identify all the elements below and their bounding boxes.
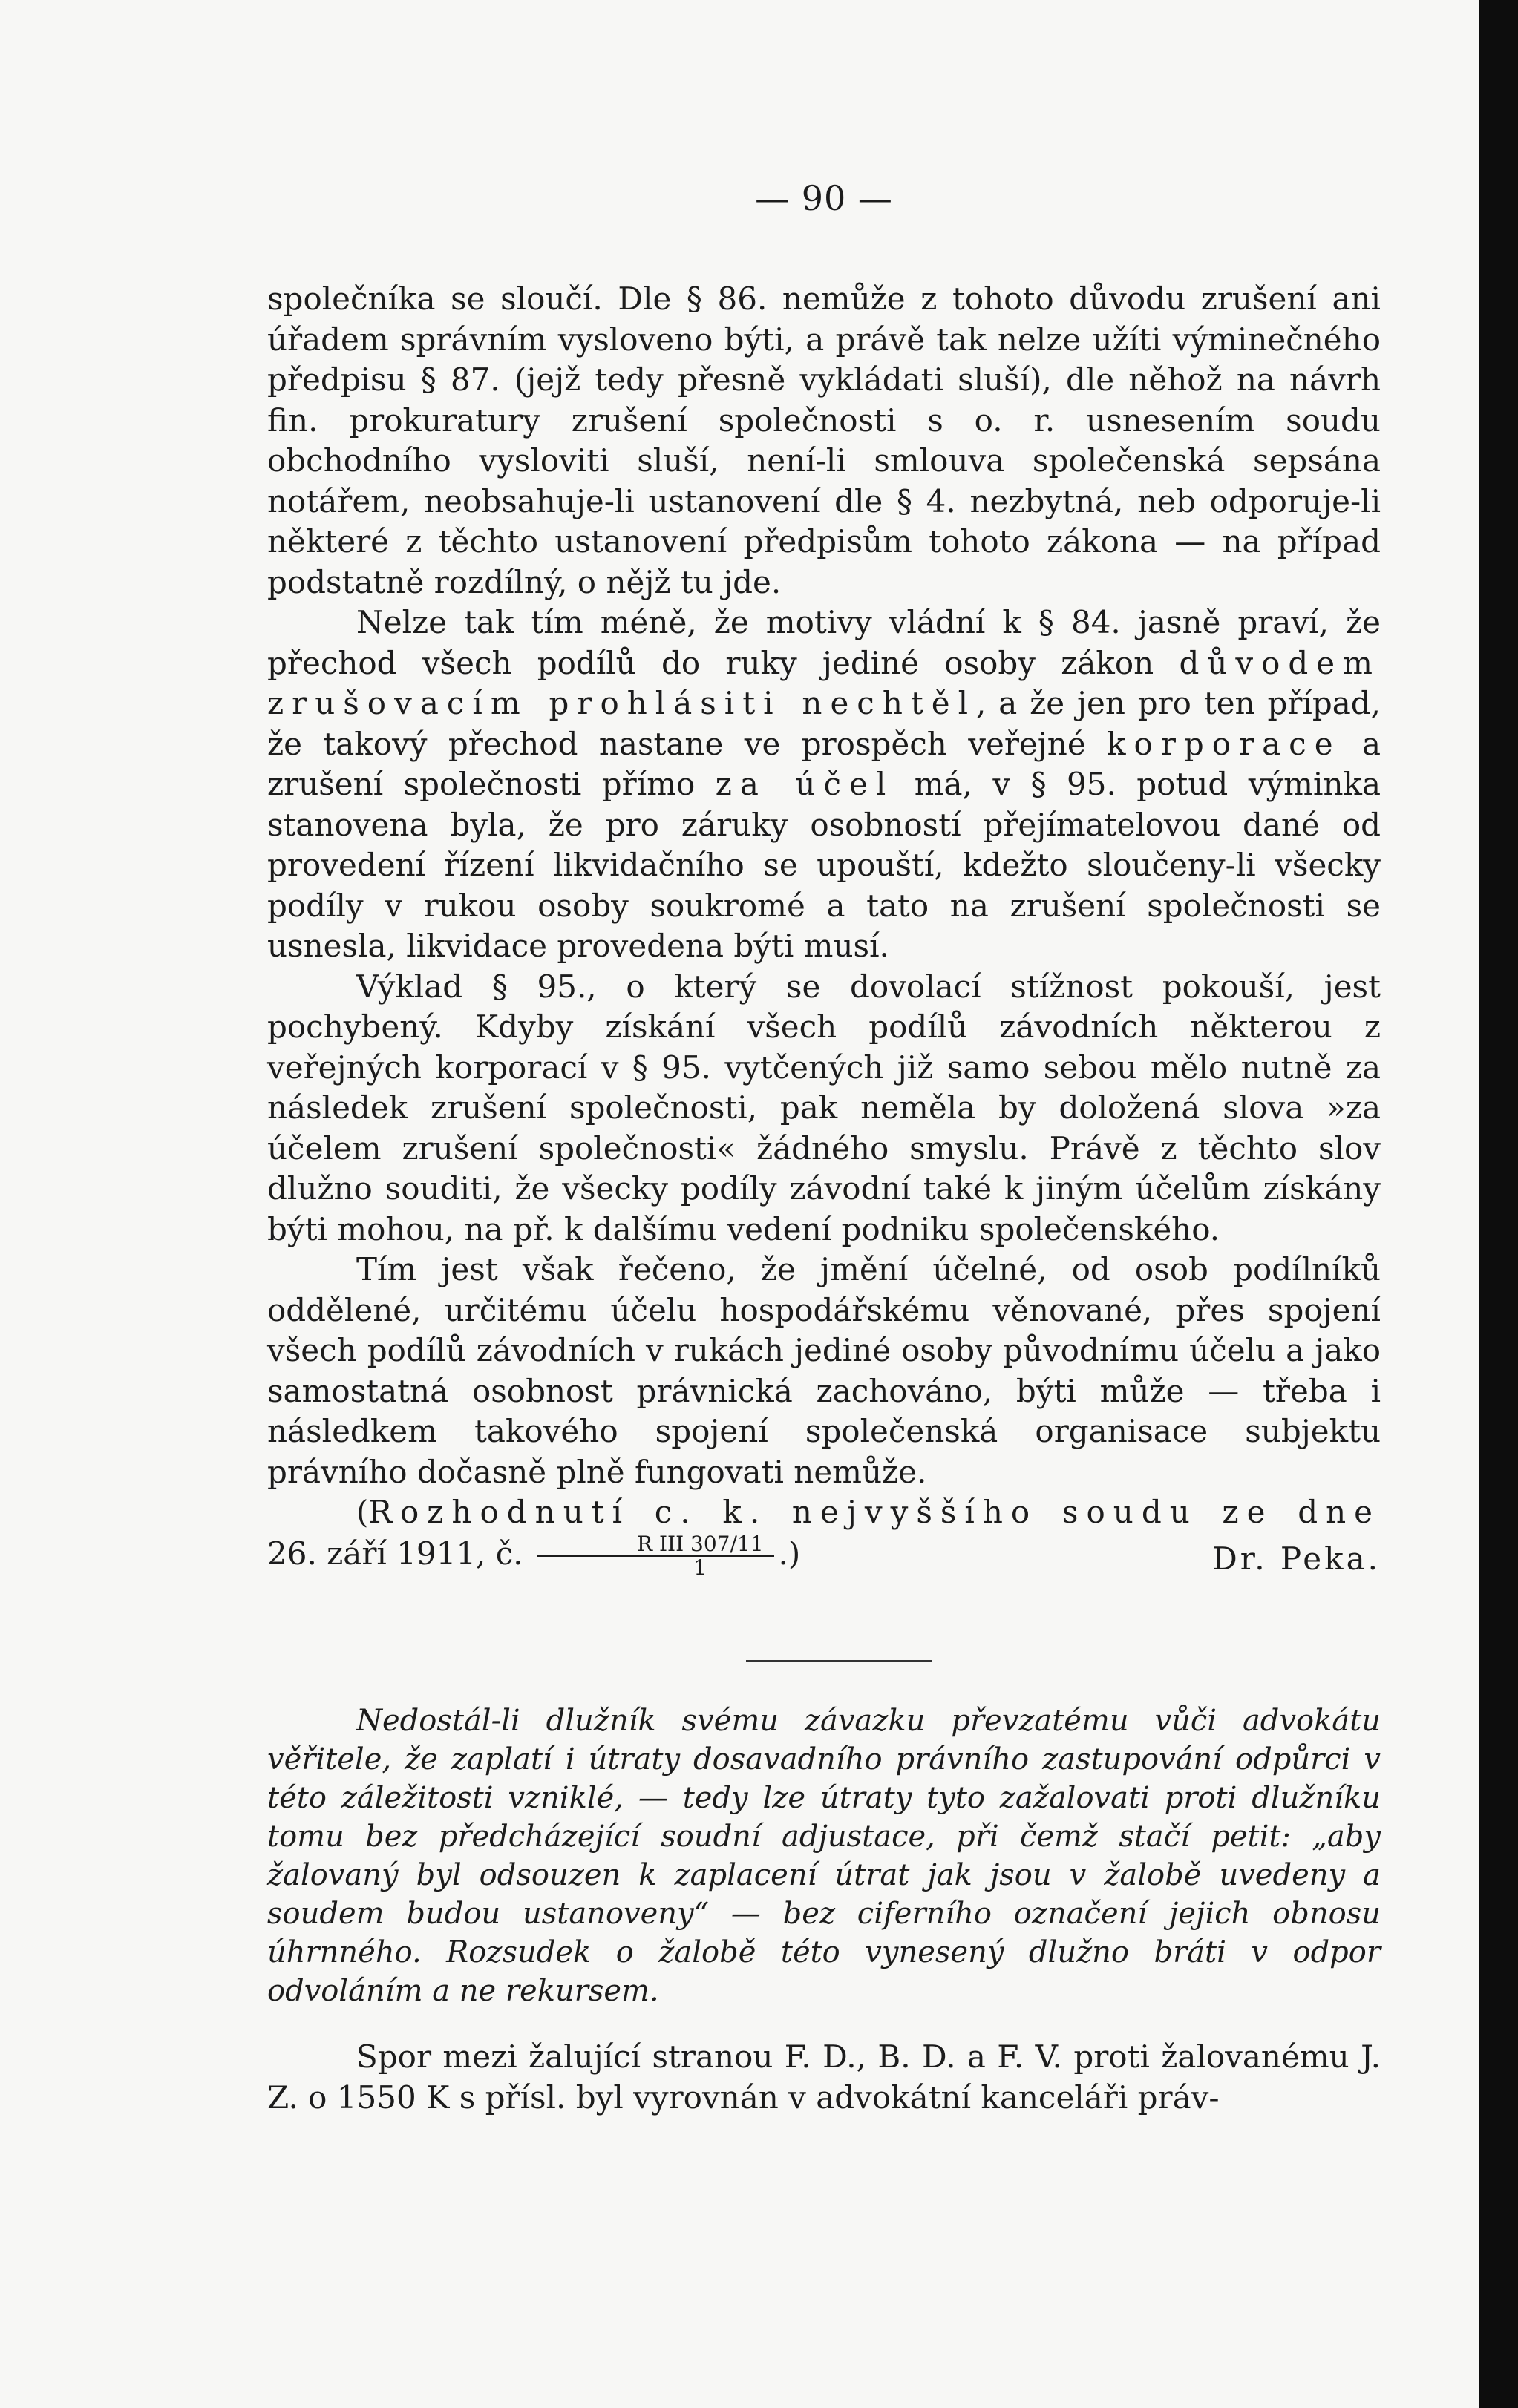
headnote — [267, 1702, 1381, 2010]
citation-close: .) — [778, 1535, 801, 1572]
p2-part-e: a zrušení společnosti přímo — [267, 725, 1381, 802]
citation-date: 26. září 1911, č. — [267, 1535, 533, 1572]
page-number: — 90 — — [755, 178, 893, 218]
headnote-text: Nedostál-li dlužník svému závazku převzatému vůči advokátu věřitele, že zaplatí i útraty dosavadního právního zastupování odpůrci v této záležitosti vzniklé, — tedy lze útraty tyto zažalovati proti dlužníku tomu bez předcházející soudní adjustace, při čemž stačí petit: „aby žalovaný byl odsouzen k zaplacení útrat jak jsou v žalobě uvedeny a soudem budou ustanoveny“ — bez ciferního označení jejich obnosu úhrnného. Rozsudek o žalobě této vynesený dlužno bráti v odpor odvoláním a ne rekursem. — [267, 1704, 1381, 2008]
file-number-numerator: R III 307/11 — [537, 1533, 774, 1557]
p2-spaced-phrase: důvodem zrušovacím prohlásiti nechtěl — [267, 644, 1381, 721]
scan-edge — [1479, 0, 1518, 2408]
paragraph-1: společníka se sloučí. Dle § 86. nemůže z tohoto důvodu zrušení ani úřadem správním vysloveno býti, a právě tak nelze užíti výminečného předpisu § 87. (jejž tedy přesně vykládati sluší), dle něhož na návrh fin. prokuratury zrušení společnosti s o. r. usnesením soudu obchodního vysloviti sluší, není-li smlouva společenská sepsána notářem, neobsahuje-li ustanovení dle § 4. nezbytná, neb odporuje-li některé z těchto ustanovení předpisům tohoto zákona — na případ podstatně rozdílný, o nějž tu jde. — [267, 281, 1381, 600]
paragraph-4: Tím jest však řečeno, že jmění účelné, od osob podílníků oddělené, určitému účelu hospodářskému věnované, přes spojení všech podílů závodních v rukách jediné osoby původnímu účelu a jako samostatná osobnost právnická zachováno, býti může — třeba i následkem takového spojení společenská organisace subjektu právního dočasně plně fungovati nemůže. — [267, 1251, 1381, 1490]
p2-part-a: Nelze tak tím méně, že motivy vládní k § 84. jasně praví, že přechod všech podílů do ruky jediné osoby zákon — [267, 604, 1381, 681]
citation-file-number — [537, 1533, 774, 1579]
last-paragraph: Spor mezi žalující stranou F. D., B. D. a F. V. proti žalovanému J. Z. o 1550 K s přísl. byl vyrovnán v advokátní kanceláři práv- — [267, 2038, 1381, 2116]
paragraph-3: Výklad § 95., o který se dovolací stížnost pokouší, jest pochybený. Kdyby získání všech podílů závodních některou z veřejných korporací v § 95. vytčených již samo sebou mělo nutně za následek zrušení společnosti, pak neměla by doložená slova »za účelem zrušení společnosti« žádného smyslu. Právě z těchto slov dlužno souditi, že všecky podíly závodní také k jiným účelům získány býti mohou, na př. k dalšímu vedení podniku společenského. — [267, 968, 1381, 1247]
section-divider — [746, 1660, 932, 1662]
p2-spaced-korporace: korporace — [1107, 725, 1341, 762]
p2-part-c: , a že jen pro ten případ, že takový přechod nastane ve prospěch veřejné — [267, 685, 1381, 762]
citation-open: ( — [356, 1494, 369, 1530]
file-number-denominator: 1 — [693, 1555, 707, 1580]
paragraph-2 — [267, 603, 1381, 967]
p2-spaced-ucel: za účel — [715, 766, 894, 802]
p2-part-g: má, v § 95. potud výminka stanovena byla, že pro záruky osobností přejímatelovou dané od provedení řízení likvidačního se upouští, kdežto sloučeny-li všecky podíly v rukou osoby soukromé a tato na zrušení společnosti se usnesla, likvidace provedena býti musí. — [267, 766, 1381, 964]
signature: Dr. Peka. — [1212, 1540, 1381, 1577]
closing-body — [267, 2037, 1381, 2118]
main-body — [267, 279, 1381, 1579]
citation-court: Rozhodnutí c. k. nejvyššího soudu ze dne — [368, 1494, 1381, 1530]
